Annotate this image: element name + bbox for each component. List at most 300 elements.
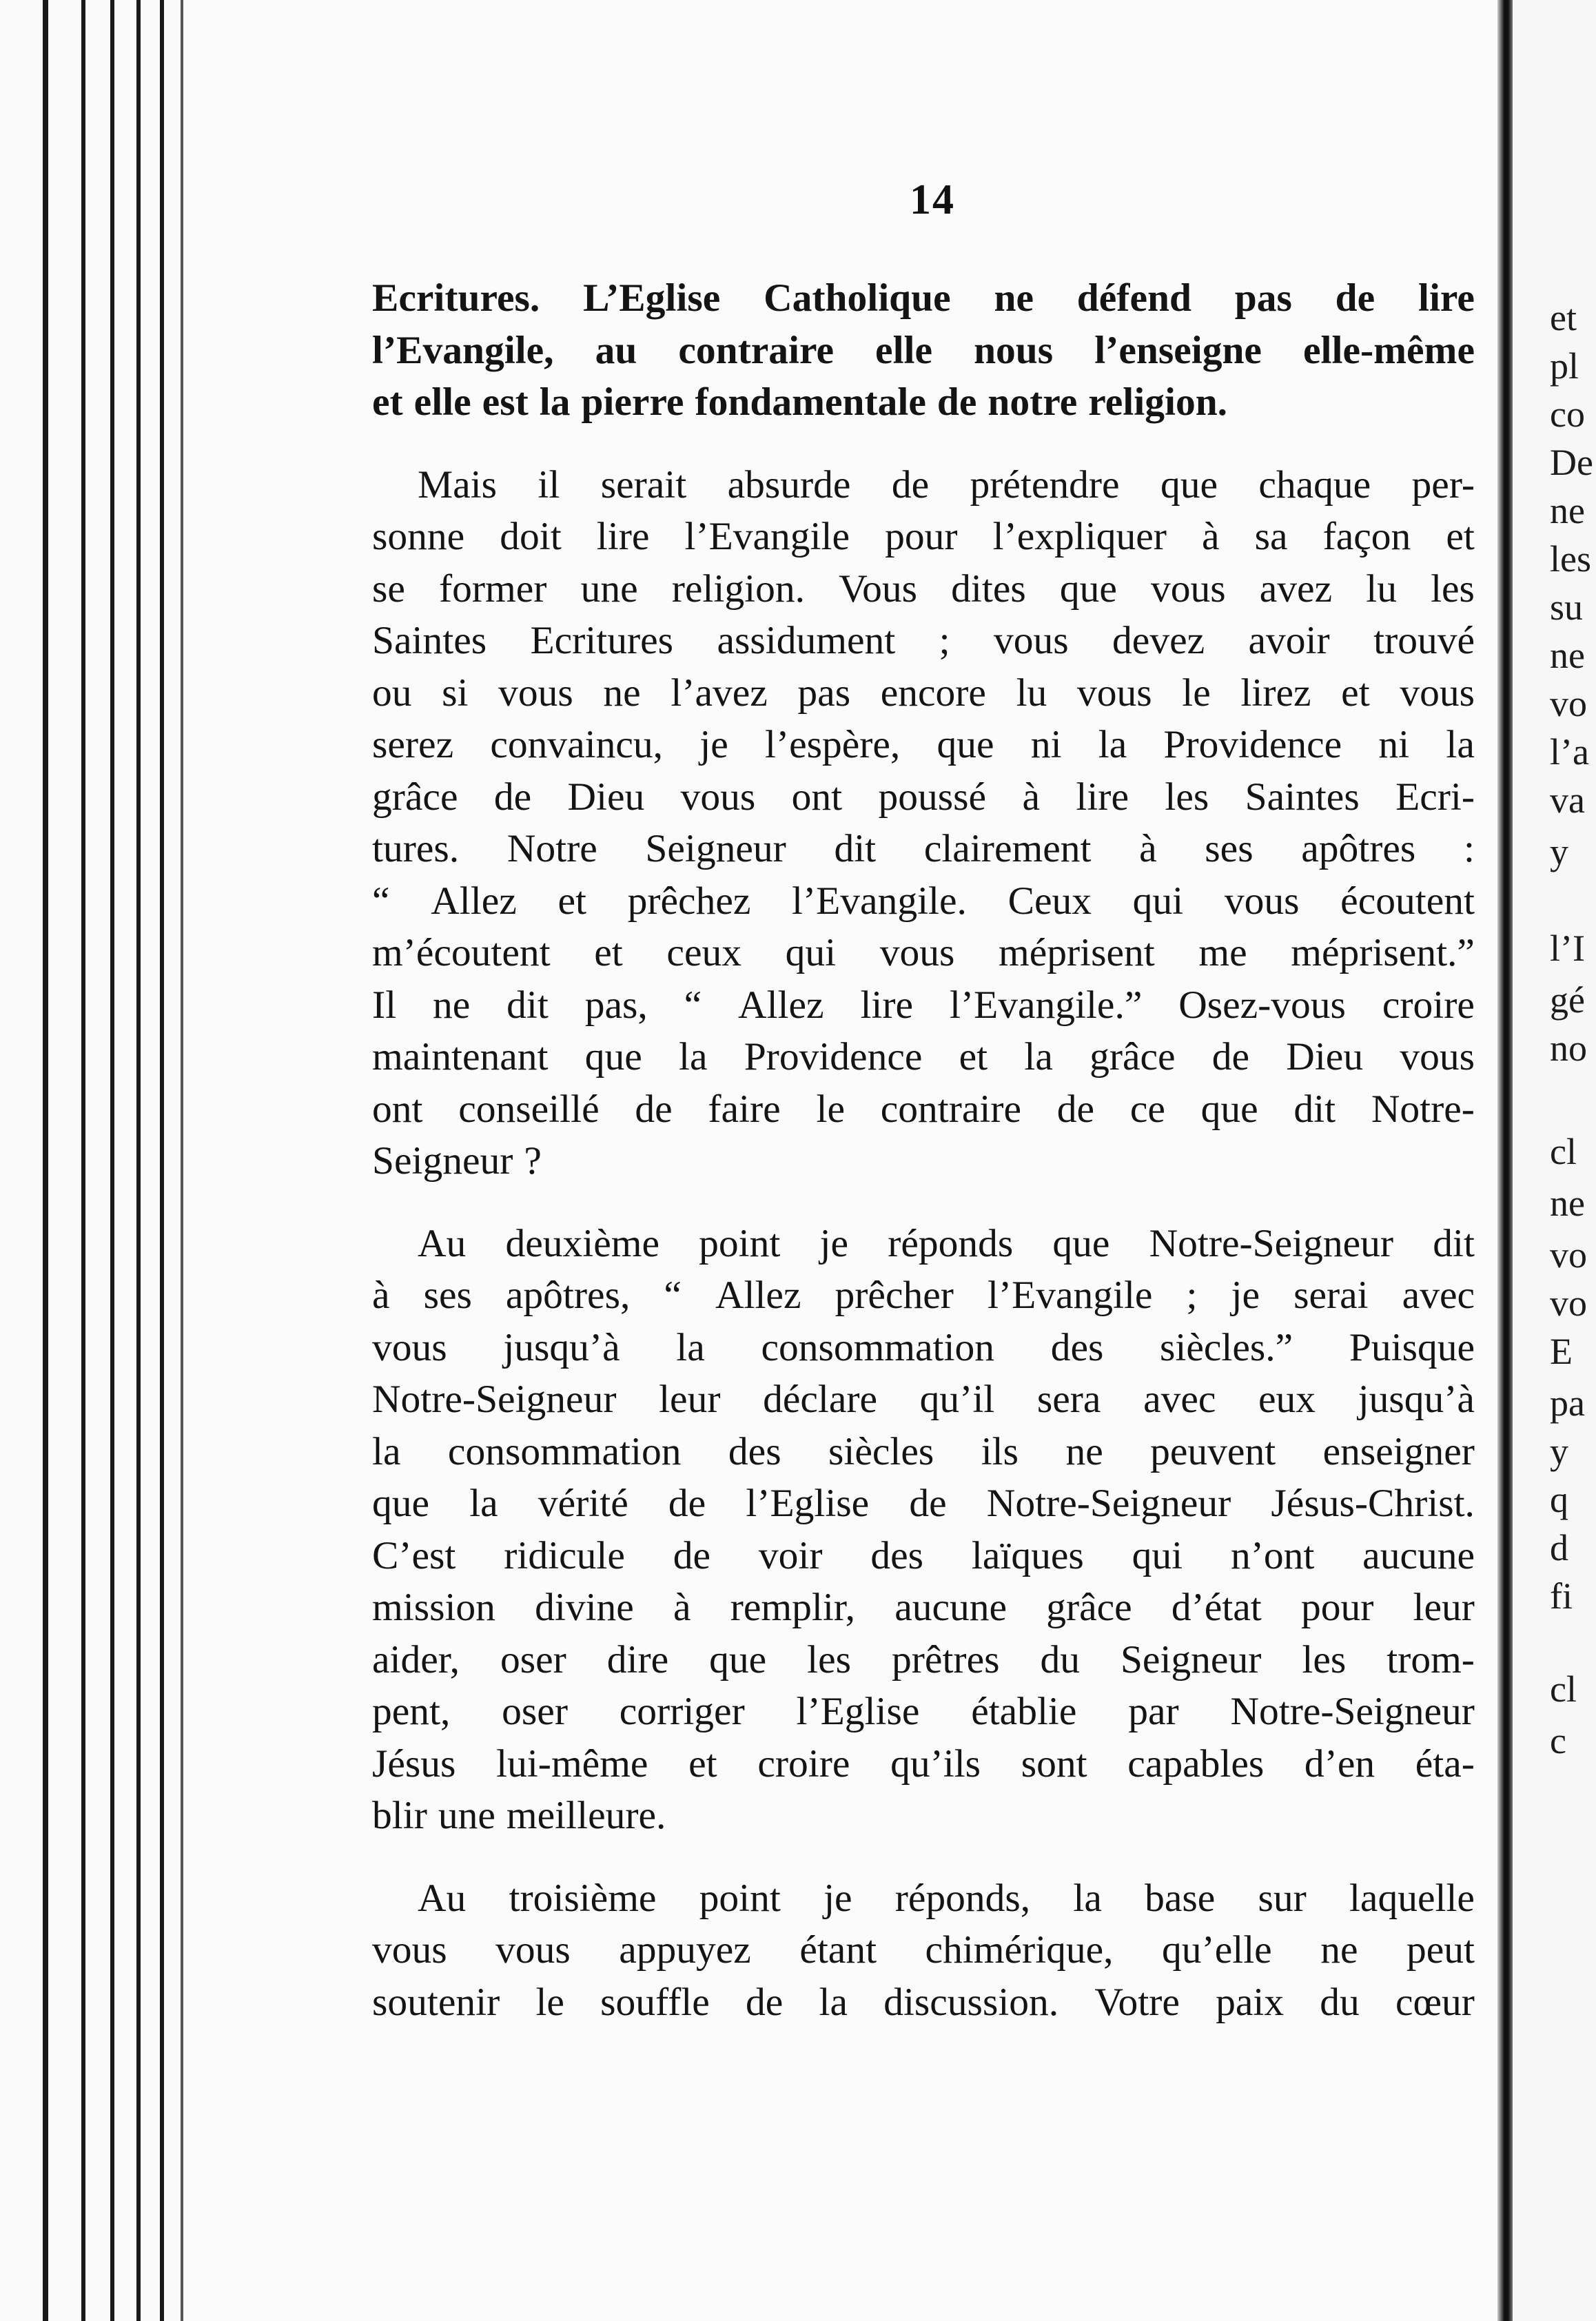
- word: lirez: [1240, 671, 1311, 715]
- word: ne: [1320, 1928, 1358, 1972]
- text-line: [372, 1686, 1475, 1738]
- word: je: [699, 723, 728, 766]
- word: l’Evangile,: [372, 328, 554, 372]
- word: “: [372, 879, 390, 923]
- word: Seigneur: [1120, 1637, 1262, 1681]
- word: d’état: [1171, 1586, 1262, 1629]
- word: de: [668, 1482, 706, 1525]
- word: ridicule: [504, 1533, 625, 1577]
- word: ou: [372, 671, 412, 715]
- word: per-: [1411, 462, 1475, 507]
- word: le: [1182, 671, 1211, 715]
- word: Allez: [715, 1274, 801, 1317]
- word: d’en: [1304, 1741, 1375, 1786]
- body-text: [372, 272, 1475, 2028]
- facing-text-fragment: vo: [1550, 683, 1587, 724]
- word: serait: [600, 462, 687, 507]
- word: à: [1139, 827, 1157, 870]
- word: assidument: [717, 619, 896, 662]
- word: serai: [1293, 1274, 1369, 1317]
- word: sa: [1254, 515, 1288, 558]
- facing-text-fragment: vo: [1550, 1234, 1587, 1276]
- word: vous: [372, 1928, 447, 1972]
- word: lu: [1016, 671, 1047, 715]
- paragraph-gap: [372, 1187, 1475, 1218]
- word: Notre: [507, 827, 597, 870]
- word: aucune: [1362, 1533, 1475, 1577]
- word: par: [1128, 1690, 1179, 1733]
- word: Ceux: [1007, 879, 1092, 923]
- text-line: [372, 1373, 1475, 1426]
- word: chaque: [1258, 462, 1371, 507]
- text-line: [372, 771, 1475, 824]
- word: l’Eglise: [746, 1482, 870, 1525]
- word: mission: [372, 1586, 495, 1629]
- word: notre: [988, 380, 1078, 424]
- text-line: [372, 719, 1475, 771]
- word: je: [1231, 1274, 1260, 1317]
- paragraph: [372, 272, 1475, 429]
- text-line: [372, 1790, 1475, 1842]
- word: Ecritures: [530, 619, 674, 662]
- word: avoir: [1248, 619, 1330, 662]
- paragraph-gap: [372, 429, 1475, 459]
- word: Dieu: [1286, 1035, 1364, 1078]
- word: et: [959, 1035, 988, 1078]
- facing-text-fragment: vo: [1550, 1282, 1587, 1324]
- word: “: [664, 1274, 682, 1317]
- facing-text-fragment: ne: [1550, 490, 1585, 531]
- word: lire: [1076, 775, 1129, 819]
- word: vous: [1224, 879, 1300, 923]
- word: oser: [502, 1690, 568, 1733]
- word: leur: [659, 1378, 721, 1421]
- text-line: [372, 667, 1475, 719]
- word: troisième: [509, 1876, 657, 1920]
- word: les: [1302, 1637, 1347, 1681]
- word: lire: [596, 515, 650, 558]
- word: Providence: [1163, 723, 1342, 766]
- facing-text-fragment: y: [1550, 1431, 1568, 1472]
- facing-text-fragment: ne: [1550, 635, 1585, 676]
- word: la: [678, 1035, 708, 1078]
- word: Votre: [1094, 1980, 1180, 2024]
- word: écoutent: [1340, 879, 1475, 923]
- word: une: [580, 566, 638, 611]
- word: lire: [1418, 276, 1475, 320]
- word: elle-même: [1302, 328, 1475, 372]
- word: dit: [1293, 1087, 1336, 1131]
- facing-text-fragment: De: [1550, 442, 1593, 483]
- word: avec: [1402, 1274, 1475, 1317]
- word: et: [1341, 671, 1370, 715]
- facing-page: [1513, 0, 1596, 2321]
- word: vous: [1400, 1035, 1475, 1078]
- facing-text-fragment: ne: [1550, 1183, 1585, 1224]
- text-line: [372, 823, 1475, 875]
- word: l’Evangile: [987, 1274, 1153, 1317]
- word: point: [699, 1876, 781, 1920]
- word: ils: [981, 1429, 1019, 1473]
- word: ne: [994, 276, 1034, 320]
- word: paix: [1216, 1980, 1285, 2024]
- word: former: [439, 566, 547, 611]
- word: grâce: [1089, 1035, 1176, 1078]
- word: qui: [1132, 1533, 1183, 1577]
- word: sont: [1021, 1741, 1087, 1786]
- paragraph: [372, 1872, 1475, 2029]
- text-line: [372, 1031, 1475, 1083]
- word: étant: [799, 1928, 877, 1972]
- word: apôtres,: [505, 1274, 631, 1317]
- text-line: [372, 979, 1475, 1032]
- word: que: [937, 723, 994, 766]
- word: :: [1463, 827, 1475, 870]
- facing-text-fragment: cl: [1550, 1668, 1577, 1710]
- page-number: 14: [910, 176, 955, 223]
- word: prêcher: [835, 1274, 954, 1317]
- word: Notre-: [1371, 1087, 1475, 1131]
- word: devez: [1112, 619, 1205, 662]
- word: dit: [1433, 1221, 1475, 1265]
- word: à: [1201, 515, 1220, 558]
- word: la: [372, 1429, 401, 1473]
- paragraph-gap: [372, 1842, 1475, 1872]
- word: l’avez: [671, 671, 768, 715]
- word: à: [372, 1274, 390, 1317]
- word: ;: [939, 619, 950, 662]
- word: si: [442, 671, 469, 715]
- word: remplir,: [730, 1586, 856, 1629]
- word: chimérique,: [925, 1928, 1114, 1972]
- word: l’Eglise: [796, 1690, 920, 1733]
- word: doit: [500, 515, 562, 558]
- word: religion.: [1088, 380, 1228, 424]
- word: Mais: [418, 462, 497, 507]
- word: la: [1098, 723, 1127, 766]
- facing-text-fragment: les: [1550, 538, 1591, 580]
- word: qu’il: [919, 1378, 995, 1421]
- word: l’Evangile.: [792, 879, 967, 923]
- word: l’enseigne: [1094, 328, 1262, 372]
- paragraph: [372, 459, 1475, 1187]
- word: consommation: [447, 1429, 682, 1473]
- facing-text-fragment: co: [1550, 393, 1585, 435]
- word: trom-: [1387, 1637, 1475, 1681]
- word: peuvent: [1150, 1429, 1276, 1473]
- word: la: [676, 1325, 705, 1369]
- word: de: [746, 1980, 784, 2024]
- word: de: [635, 1087, 673, 1131]
- word: n’ont: [1230, 1533, 1315, 1577]
- page-edge: [81, 0, 85, 2321]
- word: réponds,: [894, 1876, 1031, 1920]
- text-line: [372, 1322, 1475, 1374]
- word: sonne: [372, 515, 465, 558]
- word: Saintes: [372, 619, 487, 662]
- word: à: [673, 1586, 691, 1629]
- word: sera: [1036, 1378, 1101, 1421]
- facing-text-fragment: E: [1550, 1331, 1573, 1372]
- word: jusqu’à: [1358, 1378, 1475, 1421]
- word: dites: [951, 566, 1026, 611]
- word: Osez-vous: [1178, 983, 1346, 1027]
- word: qui: [785, 931, 837, 974]
- word: point: [699, 1221, 781, 1265]
- word: que: [709, 1637, 767, 1681]
- word: établie: [971, 1690, 1077, 1733]
- word: Allez: [431, 879, 517, 923]
- word: m’écoutent: [372, 931, 551, 974]
- word: sur: [1258, 1876, 1307, 1920]
- facing-text-fragment: d: [1550, 1527, 1568, 1568]
- word: Vous: [839, 566, 918, 611]
- text-line: [372, 511, 1475, 563]
- word: de: [1056, 1087, 1095, 1131]
- word: laïques: [971, 1533, 1084, 1577]
- word: de: [493, 775, 532, 819]
- facing-text-fragment: l’a: [1550, 731, 1589, 773]
- text-line: [372, 1738, 1475, 1790]
- word: la: [1024, 1035, 1053, 1078]
- word: consommation: [761, 1325, 995, 1369]
- word: jusqu’à: [503, 1325, 620, 1369]
- word: réponds: [888, 1221, 1014, 1265]
- word: qui: [1132, 879, 1184, 923]
- text-line: [372, 1135, 1475, 1187]
- word: croire: [1382, 983, 1475, 1027]
- word: eux: [1258, 1378, 1316, 1421]
- word: que: [372, 1482, 430, 1525]
- word: serez: [372, 723, 454, 766]
- word: se: [372, 566, 405, 611]
- text-line: [372, 1478, 1475, 1530]
- word: qu’ils: [890, 1741, 981, 1786]
- facing-text-fragment: va: [1550, 779, 1585, 821]
- word: et: [372, 380, 403, 424]
- word: voir: [758, 1533, 823, 1577]
- word: que: [1059, 566, 1117, 611]
- word: Dieu: [567, 775, 645, 819]
- word: que: [1052, 1221, 1110, 1265]
- word: Providence: [744, 1035, 923, 1078]
- word: la: [1446, 723, 1475, 766]
- word: Notre-Seigneur: [1149, 1221, 1394, 1265]
- word: grâce: [1046, 1586, 1132, 1629]
- text-line: [372, 875, 1475, 928]
- word: enseigner: [1322, 1429, 1475, 1473]
- word: pas: [1234, 276, 1292, 320]
- word: de: [909, 1482, 947, 1525]
- word: dit: [834, 827, 877, 870]
- word: du: [1040, 1637, 1080, 1681]
- word: de: [937, 380, 977, 424]
- book-gutter: [1497, 0, 1513, 2321]
- word: L’Eglise: [583, 276, 721, 320]
- word: ne: [1065, 1429, 1103, 1473]
- word: je: [823, 1876, 852, 1920]
- word: prêtres: [892, 1637, 1000, 1681]
- word: Il: [372, 983, 397, 1027]
- word: éta-: [1415, 1741, 1475, 1786]
- facing-text-fragment: no: [1550, 1027, 1587, 1069]
- word: pas,: [584, 983, 648, 1027]
- word: la: [539, 380, 571, 424]
- word: base: [1145, 1876, 1216, 1920]
- word: Saintes: [1245, 775, 1360, 819]
- word: pour: [885, 515, 958, 558]
- word: elle: [413, 380, 471, 424]
- word: ni: [1378, 723, 1410, 766]
- word: Seigneur: [372, 1139, 513, 1183]
- word: Puisque: [1349, 1325, 1475, 1369]
- word: les: [1431, 566, 1475, 611]
- word: ni: [1030, 723, 1062, 766]
- word: ;: [1186, 1274, 1198, 1317]
- word: ne: [603, 671, 641, 715]
- word: aucune: [894, 1586, 1007, 1629]
- word: au: [595, 328, 637, 372]
- text-line: [372, 1269, 1475, 1322]
- word: dire: [606, 1637, 669, 1681]
- text-line: [372, 1924, 1475, 1976]
- page-edge: [160, 0, 164, 2321]
- word: et: [594, 931, 623, 974]
- word: des: [870, 1533, 923, 1577]
- word: ses: [423, 1274, 472, 1317]
- facing-text-fragment: fi: [1550, 1575, 1573, 1617]
- word: pour: [1300, 1586, 1374, 1629]
- text-line: [372, 459, 1475, 511]
- text-line: [372, 1218, 1475, 1270]
- word: que: [584, 1035, 642, 1078]
- word: cœur: [1395, 1980, 1475, 2024]
- text-line: [372, 563, 1475, 615]
- word: vous: [994, 619, 1069, 662]
- word: encore: [880, 671, 986, 715]
- word: Seigneur: [645, 827, 786, 870]
- word: peut: [1406, 1928, 1475, 1972]
- facing-text-fragment: q: [1550, 1479, 1568, 1520]
- text-line: [372, 1872, 1475, 1925]
- word: Jésus: [372, 1741, 456, 1786]
- text-line: [372, 1083, 1475, 1136]
- word: conseillé: [458, 1087, 600, 1131]
- word: trouvé: [1373, 619, 1475, 662]
- word: l’Evangile: [684, 515, 850, 558]
- word: vous: [495, 1928, 571, 1972]
- text-line: [372, 1582, 1475, 1634]
- word: de: [891, 462, 930, 507]
- word: que: [1200, 1087, 1258, 1131]
- word: à: [1022, 775, 1040, 819]
- word: contraire: [678, 328, 835, 372]
- page-edge: [136, 0, 141, 2321]
- word: Notre-Seigneur: [986, 1482, 1231, 1525]
- facing-text-fragment: y: [1550, 831, 1568, 872]
- word: ont: [791, 775, 843, 819]
- word: de: [1335, 276, 1375, 320]
- word: maintenant: [372, 1035, 549, 1078]
- word: la: [1073, 1876, 1102, 1920]
- word: siècles.”: [1160, 1325, 1293, 1369]
- facing-text-fragment: gé: [1550, 979, 1585, 1021]
- word: la: [819, 1980, 848, 2024]
- word: grâce: [372, 775, 458, 819]
- word: vous: [372, 1325, 447, 1369]
- word: façon: [1322, 515, 1411, 558]
- word: divine: [535, 1586, 634, 1629]
- word: Ecritures.: [372, 276, 540, 320]
- word: pierre: [581, 380, 684, 424]
- word: avez: [1259, 566, 1333, 611]
- word: religion.: [671, 566, 805, 611]
- word: Notre-Seigneur: [1230, 1690, 1475, 1733]
- word: contraire: [880, 1087, 1022, 1131]
- word: deuxième: [505, 1221, 659, 1265]
- word: l’expliquer: [992, 515, 1167, 558]
- word: qu’elle: [1162, 1928, 1272, 1972]
- word: apôtres: [1301, 827, 1416, 870]
- word: “: [684, 983, 702, 1027]
- word: ?: [524, 1139, 542, 1183]
- word: appuyez: [619, 1928, 751, 1972]
- word: capables: [1127, 1741, 1265, 1786]
- word: lu: [1366, 566, 1397, 611]
- page-edge: [43, 0, 48, 2321]
- word: absurde: [727, 462, 851, 507]
- word: je: [819, 1221, 849, 1265]
- word: siècles: [828, 1429, 934, 1473]
- text-line: [372, 1976, 1475, 2029]
- text-line: [372, 376, 1475, 429]
- word: souffle: [600, 1980, 710, 2024]
- facing-text-fragment: pa: [1550, 1382, 1585, 1424]
- word: nous: [974, 328, 1054, 372]
- word: le: [816, 1087, 845, 1131]
- word: et: [1446, 515, 1475, 558]
- word: du: [1320, 1980, 1360, 2024]
- facing-text-fragment: pl: [1550, 345, 1579, 387]
- word: blir: [372, 1794, 427, 1837]
- word: une: [438, 1794, 495, 1837]
- word: Au: [418, 1221, 467, 1265]
- page-edge: [181, 0, 183, 2321]
- word: pent,: [372, 1690, 451, 1733]
- word: de: [1211, 1035, 1250, 1078]
- word: Au: [418, 1876, 467, 1920]
- word: ce: [1129, 1087, 1165, 1131]
- word: oser: [500, 1637, 566, 1681]
- word: vous: [1151, 566, 1226, 611]
- word: me: [1198, 931, 1247, 974]
- text-line: [372, 272, 1475, 325]
- word: fondamentale: [695, 380, 926, 424]
- text-line: [372, 927, 1475, 979]
- word: vous: [1076, 671, 1152, 715]
- word: Allez: [738, 983, 824, 1027]
- word: poussé: [878, 775, 987, 819]
- word: vérité: [538, 1482, 628, 1525]
- word: convaincu,: [490, 723, 663, 766]
- word: ont: [372, 1087, 423, 1131]
- word: clairement: [923, 827, 1092, 870]
- word: des: [728, 1429, 781, 1473]
- word: la: [469, 1482, 498, 1525]
- word: discussion.: [883, 1980, 1059, 2024]
- word: leur: [1413, 1586, 1475, 1629]
- word: ne: [433, 983, 471, 1027]
